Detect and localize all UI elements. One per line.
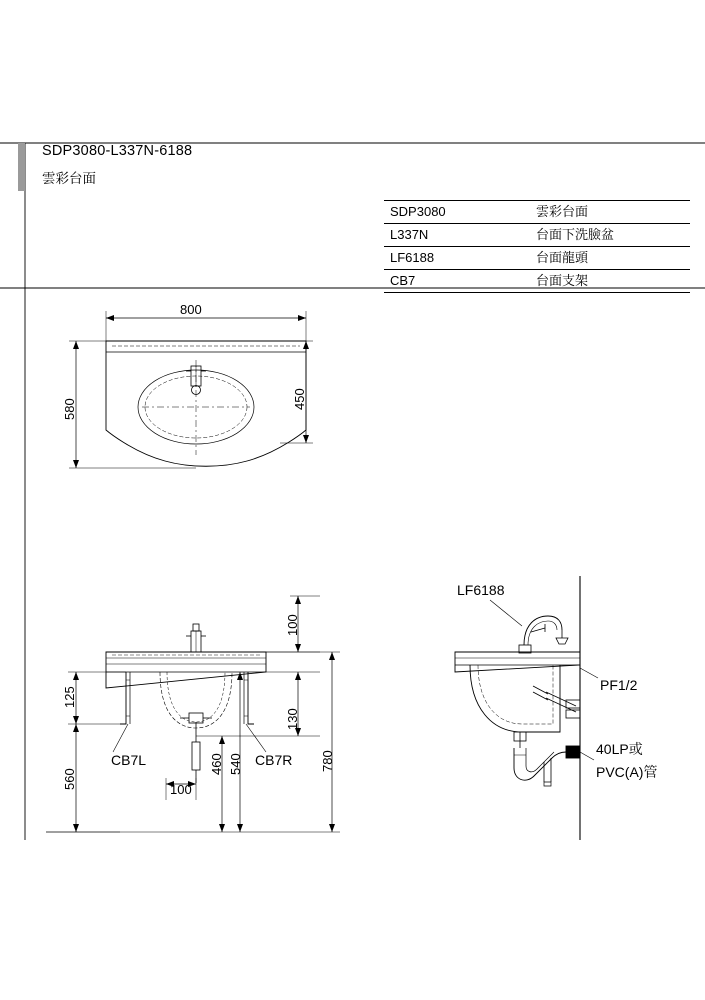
part-code: LF6188 [384, 247, 530, 270]
part-code: SDP3080 [384, 201, 530, 224]
title-accent-bar [18, 143, 25, 191]
dim-front-overall-height: 780 [320, 750, 335, 772]
dim-front-basin-height: 540 [228, 753, 243, 775]
table-row [384, 224, 690, 247]
parts-table [384, 200, 690, 293]
drawing-subtitle: 雲彩台面 [42, 171, 96, 186]
label-drain-pipe-line2: PVC(A)管 [596, 764, 658, 780]
dim-top-depth-right: 450 [292, 388, 307, 410]
part-name: 台面龍頭 [530, 247, 690, 270]
part-name: 台面下洗臉盆 [530, 224, 690, 247]
dim-front-trap-height: 130 [285, 708, 300, 730]
dim-front-bracket-spacing: 100 [170, 782, 192, 797]
part-code: CB7 [384, 270, 530, 293]
part-name: 台面支架 [530, 270, 690, 293]
table-row [384, 201, 690, 224]
part-name: 雲彩台面 [530, 201, 690, 224]
table-row [384, 247, 690, 270]
label-faucet-model: LF6188 [457, 582, 505, 598]
label-drain-pipe-line1: 40LP或 [596, 741, 643, 757]
dim-front-bracket-height: 125 [62, 686, 77, 708]
label-bracket-left: CB7L [111, 752, 147, 768]
dim-front-counter-top-height: 100 [285, 614, 300, 636]
table-row [384, 270, 690, 293]
drawing-title: SDP3080-L337N-6188 [42, 143, 193, 159]
side-view [455, 576, 598, 840]
top-view [69, 311, 313, 468]
dim-top-width: 800 [180, 302, 202, 317]
dim-front-drain-height: 460 [209, 753, 224, 775]
dim-front-floor-offset: 560 [62, 768, 77, 790]
part-code: L337N [384, 224, 530, 247]
dim-top-depth-left: 580 [62, 398, 77, 420]
label-supply-thread: PF1/2 [600, 677, 638, 693]
title-block [18, 143, 690, 191]
label-bracket-right: CB7R [255, 752, 293, 768]
